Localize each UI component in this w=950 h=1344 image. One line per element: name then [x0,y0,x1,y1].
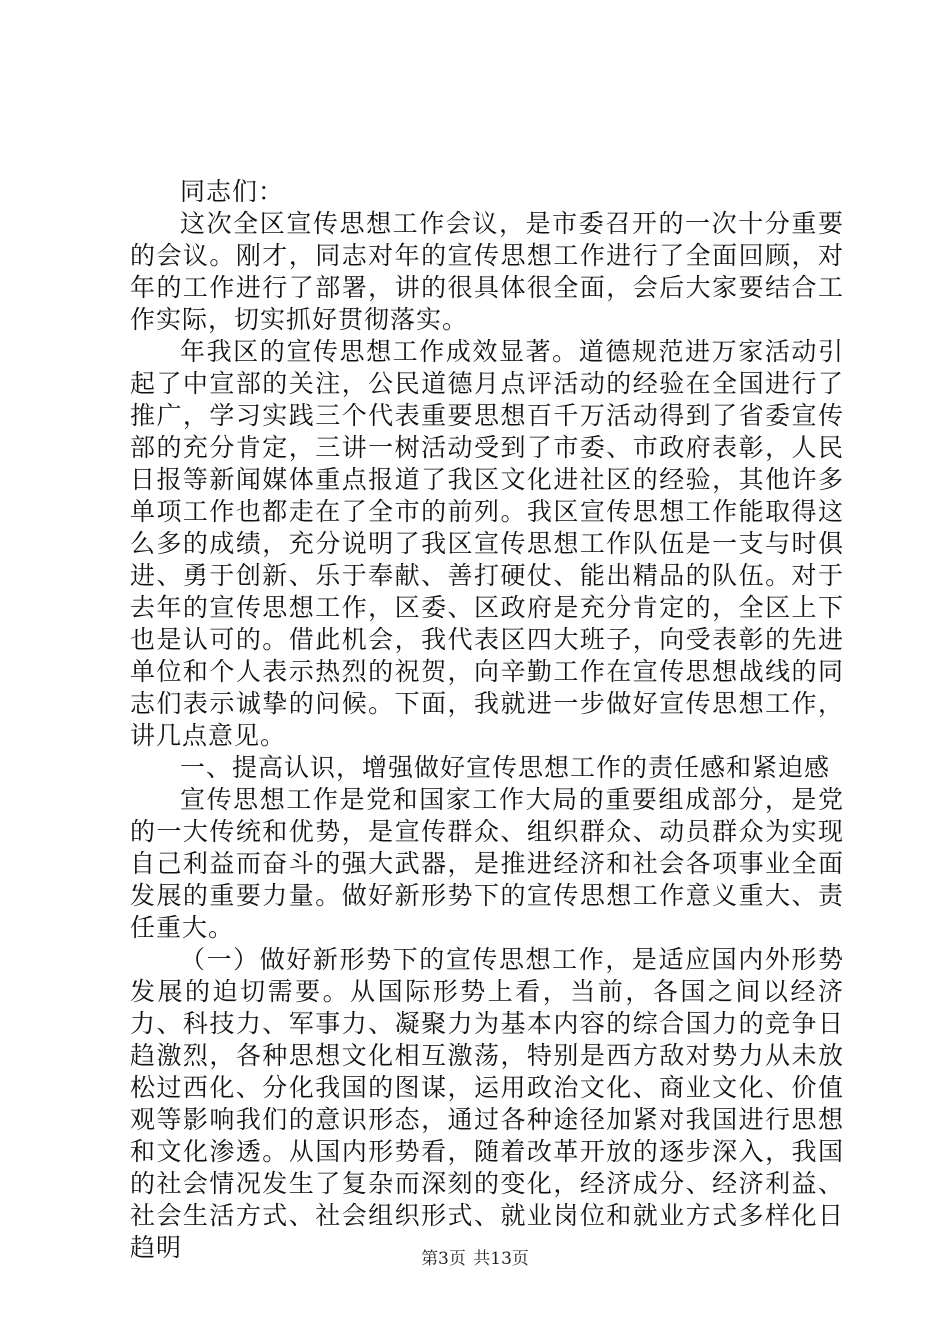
salutation: 同志们： [180,177,285,206]
paragraph: 这次全区宣传思想工作会议，是市委召开的一次十分重要的会议。刚才，同志对年的宣传思想工作进行了全面回顾，对年的工作进行了部署，讲的很具体很全面，会后大家要结合工作实际，切实抓好贯彻落实。 [130,209,844,334]
document-body [130,176,844,1264]
section-heading: 一、提高认识，增强做好宣传思想工作的责任感和紧迫感 [180,753,831,782]
page-total: 共13页 [473,1249,529,1269]
page-number: 第3页 [421,1249,466,1269]
page-footer [0,1244,950,1269]
paragraph: 宣传思想工作是党和国家工作大局的重要组成部分，是党的一大传统和优势，是宣传群众、组织群众、动员群众为实现自己利益而奋斗的强大武器，是推进经济和社会各项事业全面发展的重要力量。做好新形势下的宣传思想工作意义重大、责任重大。 [130,785,844,942]
paragraph: （一）做好新形势下的宣传思想工作，是适应国内外形势发展的迫切需要。从国际形势上看，当前，各国之间以经济力、科技力、军事力、凝聚力为基本内容的综合国力的竞争日趋激烈，各种思想文化相互激荡，特别是西方敌对势力从未放松过西化、分化我国的图谋，运用政治文化、商业文化、价值观等影响我们的意识形态，通过各种途径加紧对我国进行思想和文化渗透。从国内形势看，随着改革开放的逐步深入，我国的社会情况发生了复杂而深刻的变化，经济成分、经济利益、社会生活方式、社会组织形式、就业岗位和就业方式多样化日趋明 [130,945,844,1262]
paragraph: 年我区的宣传思想工作成效显著。道德规范进万家活动引起了中宣部的关注，公民道德月点评活动的经验在全国进行了推广，学习实践三个代表重要思想百千万活动得到了省委宣传部的充分肯定，三讲一树活动受到了市委、市政府表彰，人民日报等新闻媒体重点报道了我区文化进社区的经验，其他许多单项工作也都走在了全市的前列。我区宣传思想工作能取得这么多的成绩，充分说明了我区宣传思想工作队伍是一支与时俱进、勇于创新、乐于奉献、善打硬仗、能出精品的队伍。对于去年的宣传思想工作，区委、区政府是充分肯定的，全区上下也是认可的。借此机会，我代表区四大班子，向受表彰的先进单位和个人表示热烈的祝贺，向辛勤工作在宣传思想战线的同志们表示诚挚的问候。下面，我就进一步做好宣传思想工作，讲几点意见。 [130,337,844,750]
